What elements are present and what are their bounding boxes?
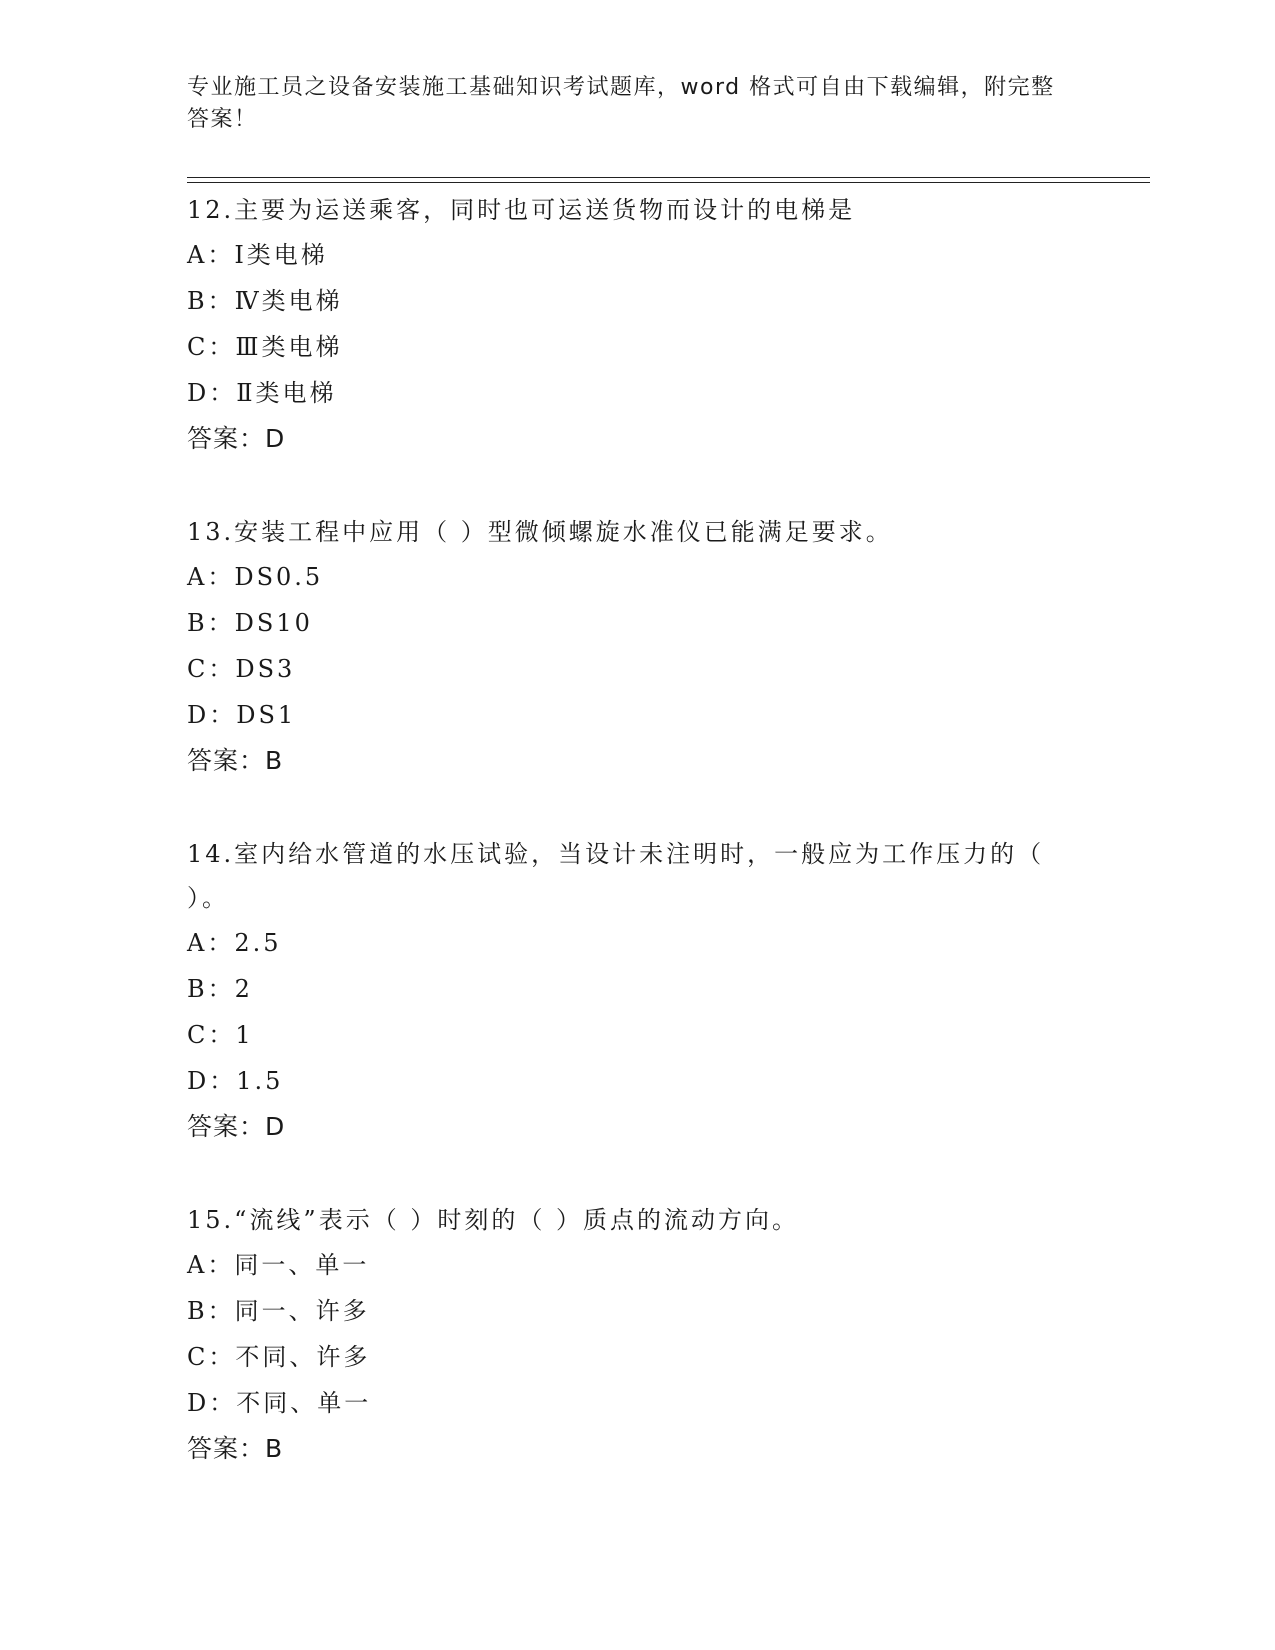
option-a: A：DS0.5: [187, 563, 324, 591]
option-b: B：同一、许多: [187, 1297, 370, 1325]
option-a: A：Ⅰ类电梯: [187, 241, 328, 269]
answer-line: 答案：D: [187, 1112, 286, 1141]
option-d: D：1.5: [187, 1067, 284, 1095]
question-12: [187, 188, 1087, 462]
answer-line: 答案：B: [187, 1434, 284, 1463]
option-c: C：不同、许多: [187, 1343, 371, 1371]
option-d: D：不同、单一: [187, 1389, 372, 1417]
question-list: [187, 188, 1087, 1520]
question-stem: 14.室内给水管道的水压试验，当设计未注明时，一般应为工作压力的（ ）。: [187, 840, 1055, 912]
option-c: C：DS3: [187, 655, 296, 683]
question-stem: 13.安装工程中应用（ ）型微倾螺旋水准仪已能满足要求。: [187, 518, 893, 546]
answer-line: 答案：B: [187, 746, 284, 775]
option-d: D：DS1: [187, 701, 297, 729]
question-14: [187, 832, 1087, 1150]
header-divider-top: [187, 177, 1150, 178]
option-d: D：Ⅱ类电梯: [187, 379, 337, 407]
question-15: [187, 1198, 1087, 1472]
question-13: [187, 510, 1087, 784]
option-c: C：1: [187, 1021, 254, 1049]
option-a: A：2.5: [187, 929, 282, 957]
option-c: C：Ⅲ类电梯: [187, 333, 343, 361]
question-stem: 15.“流线”表示（ ）时刻的（ ）质点的流动方向。: [187, 1206, 799, 1234]
answer-line: 答案：D: [187, 424, 286, 453]
document-header: 专业施工员之设备安装施工基础知识考试题库，word 格式可自由下载编辑，附完整答案！: [187, 75, 1055, 132]
header-divider-bottom: [187, 182, 1150, 183]
option-a: A：同一、单一: [187, 1251, 370, 1279]
option-b: B：DS10: [187, 609, 313, 637]
question-stem: 12.主要为运送乘客，同时也可运送货物而设计的电梯是: [187, 196, 856, 224]
option-b: B：2: [187, 975, 253, 1003]
option-b: B：Ⅳ类电梯: [187, 287, 343, 315]
